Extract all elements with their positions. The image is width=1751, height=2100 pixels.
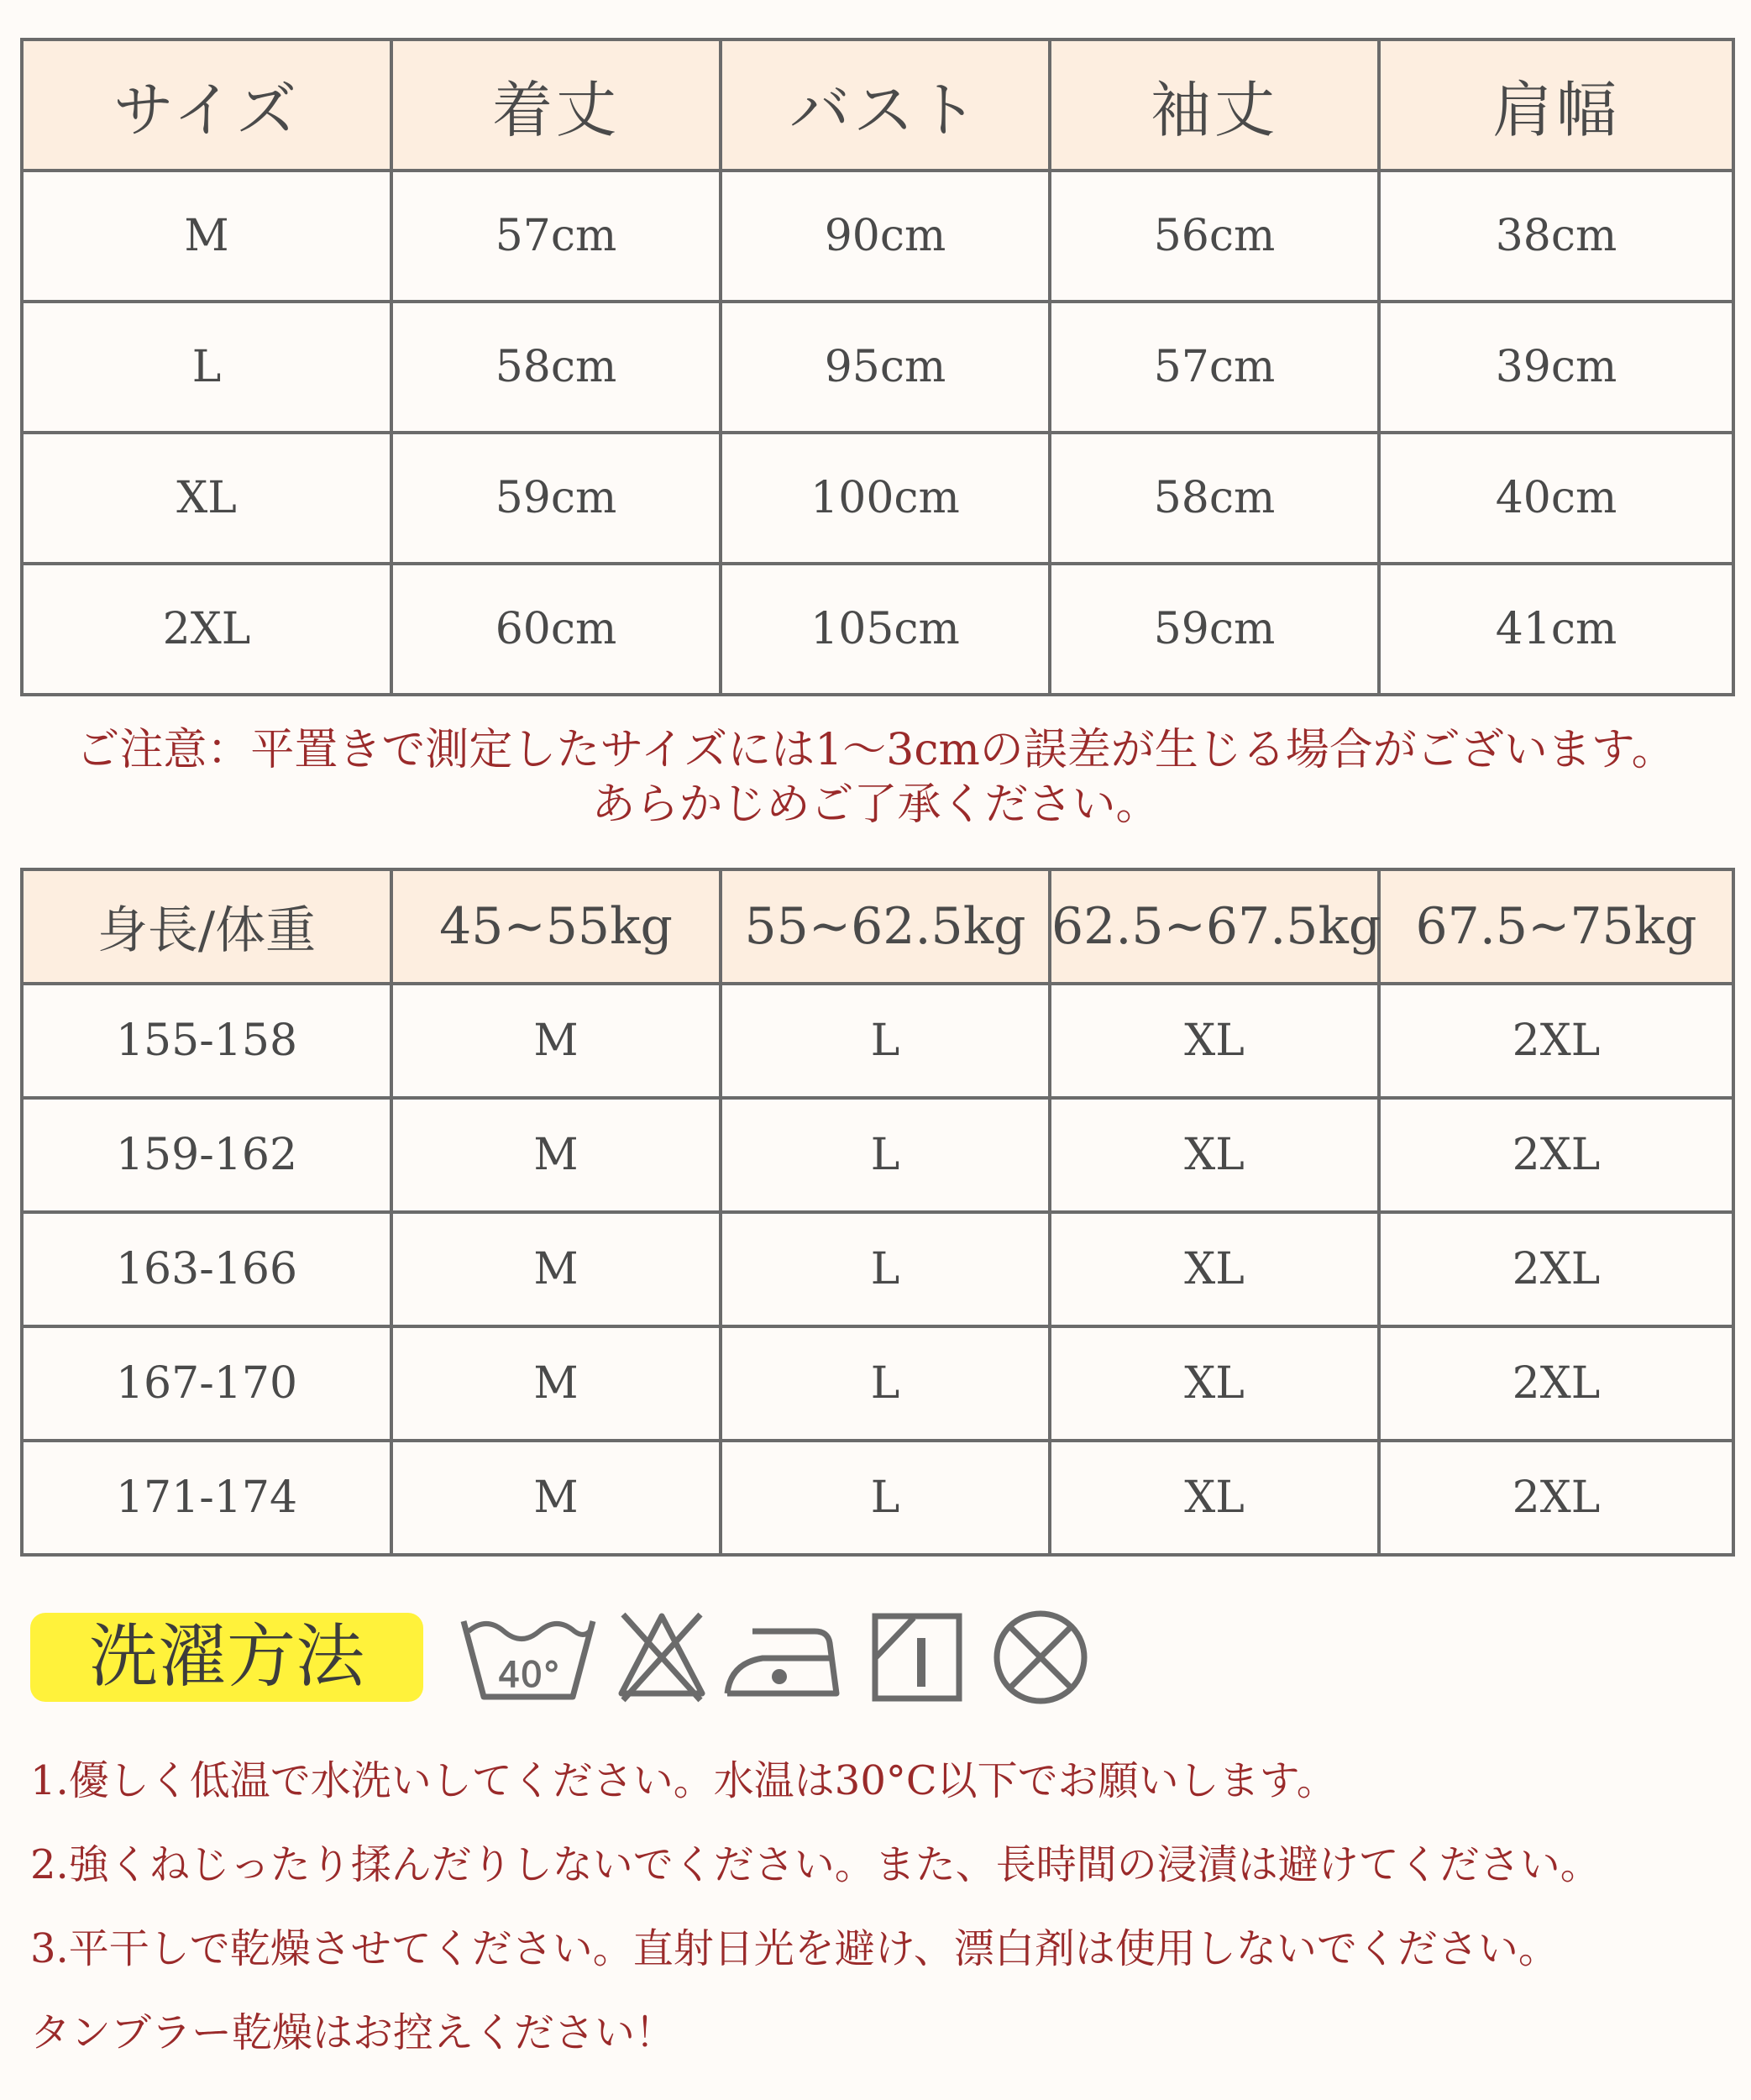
table-cell: M (22, 171, 391, 302)
dry-flat-shade-icon (870, 1606, 964, 1707)
size-header-shoulder: 肩幅 (1379, 39, 1733, 171)
table-cell: 167-170 (22, 1326, 391, 1441)
fit-header-weight-range: 62.5~67.5kg (1050, 869, 1379, 984)
table-cell: 2XL (1379, 984, 1733, 1098)
table-cell: 59cm (391, 433, 721, 564)
table-row (22, 433, 1733, 564)
table-cell: XL (1050, 1098, 1379, 1212)
table-cell: XL (1050, 984, 1379, 1098)
no-bleach-icon (615, 1606, 709, 1707)
table-cell: L (721, 1326, 1050, 1441)
table-cell: L (721, 1212, 1050, 1326)
fit-header-weight-range: 67.5~75kg (1379, 869, 1733, 984)
table-cell: XL (22, 433, 391, 564)
table-cell: 90cm (721, 171, 1050, 302)
table-cell: 2XL (1379, 1098, 1733, 1212)
size-chart-table (20, 38, 1735, 696)
table-row (22, 1212, 1733, 1326)
table-cell: 56cm (1050, 171, 1379, 302)
table-cell: 58cm (391, 302, 721, 433)
care-instruction-1: 1.優しく低温で水洗いしてください。水温は30°C以下でお願いします。 (30, 1757, 1337, 1804)
size-header-sleeve: 袖丈 (1050, 39, 1379, 171)
table-cell: 95cm (721, 302, 1050, 433)
table-row (22, 171, 1733, 302)
table-cell: XL (1050, 1326, 1379, 1441)
care-instruction-2: 2.強くねじったり揉んだりしないでください。また、長時間の浸漬は避けてください。 (30, 1841, 1601, 1888)
wash-temp-label: 40° (497, 1654, 561, 1695)
table-row (22, 1098, 1733, 1212)
table-row (22, 302, 1733, 433)
table-cell: M (391, 1212, 721, 1326)
table-row (22, 1326, 1733, 1441)
table-cell: 59cm (1050, 564, 1379, 695)
fit-guide-header-row (22, 869, 1733, 984)
table-cell: 60cm (391, 564, 721, 695)
table-cell: 159-162 (22, 1098, 391, 1212)
fit-header-height-weight: 身長/体重 (22, 869, 391, 984)
fit-header-weight-range: 55~62.5kg (721, 869, 1050, 984)
wash-40-icon (459, 1606, 598, 1707)
table-cell: 171-174 (22, 1441, 391, 1555)
care-instruction-4: タンブラー乾燥はお控えください！ (30, 2009, 676, 2056)
table-row (22, 984, 1733, 1098)
table-cell: 155-158 (22, 984, 391, 1098)
table-cell: L (721, 1441, 1050, 1555)
iron-low-icon (719, 1606, 845, 1707)
table-cell: 163-166 (22, 1212, 391, 1326)
table-cell: 2XL (1379, 1326, 1733, 1441)
no-tumble-dry-icon (989, 1606, 1092, 1709)
table-cell: 58cm (1050, 433, 1379, 564)
table-cell: XL (1050, 1212, 1379, 1326)
table-cell: M (391, 984, 721, 1098)
care-instruction-3: 3.平干しで乾燥させてください。直射日光を避け、漂白剤は使用しないでください。 (30, 1925, 1559, 1972)
table-cell: 2XL (1379, 1212, 1733, 1326)
table-cell: M (391, 1441, 721, 1555)
size-header-bust: バスト (721, 39, 1050, 171)
measurement-note-line2: あらかじめご了承ください。 (591, 780, 1160, 830)
fit-guide-table (20, 868, 1735, 1557)
table-row (22, 564, 1733, 695)
size-header-size: サイズ (22, 39, 391, 171)
table-cell: L (22, 302, 391, 433)
table-cell: M (391, 1326, 721, 1441)
size-header-length: 着丈 (391, 39, 721, 171)
table-cell: 57cm (391, 171, 721, 302)
washing-method-title: 洗濯方法 (30, 1613, 423, 1702)
table-cell: 40cm (1379, 433, 1733, 564)
table-cell: L (721, 984, 1050, 1098)
table-cell: 2XL (22, 564, 391, 695)
table-row (22, 1441, 1733, 1555)
table-cell: XL (1050, 1441, 1379, 1555)
table-cell: M (391, 1098, 721, 1212)
table-cell: 41cm (1379, 564, 1733, 695)
table-cell: L (721, 1098, 1050, 1212)
measurement-note-line1: ご注意：平置きで測定したサイズには1～3cmの誤差が生じる場合がございます。 (76, 725, 1675, 775)
table-cell: 105cm (721, 564, 1050, 695)
table-cell: 2XL (1379, 1441, 1733, 1555)
table-cell: 38cm (1379, 171, 1733, 302)
table-cell: 39cm (1379, 302, 1733, 433)
table-cell: 100cm (721, 433, 1050, 564)
size-chart-header-row (22, 39, 1733, 171)
table-cell: 57cm (1050, 302, 1379, 433)
fit-header-weight-range: 45~55kg (391, 869, 721, 984)
